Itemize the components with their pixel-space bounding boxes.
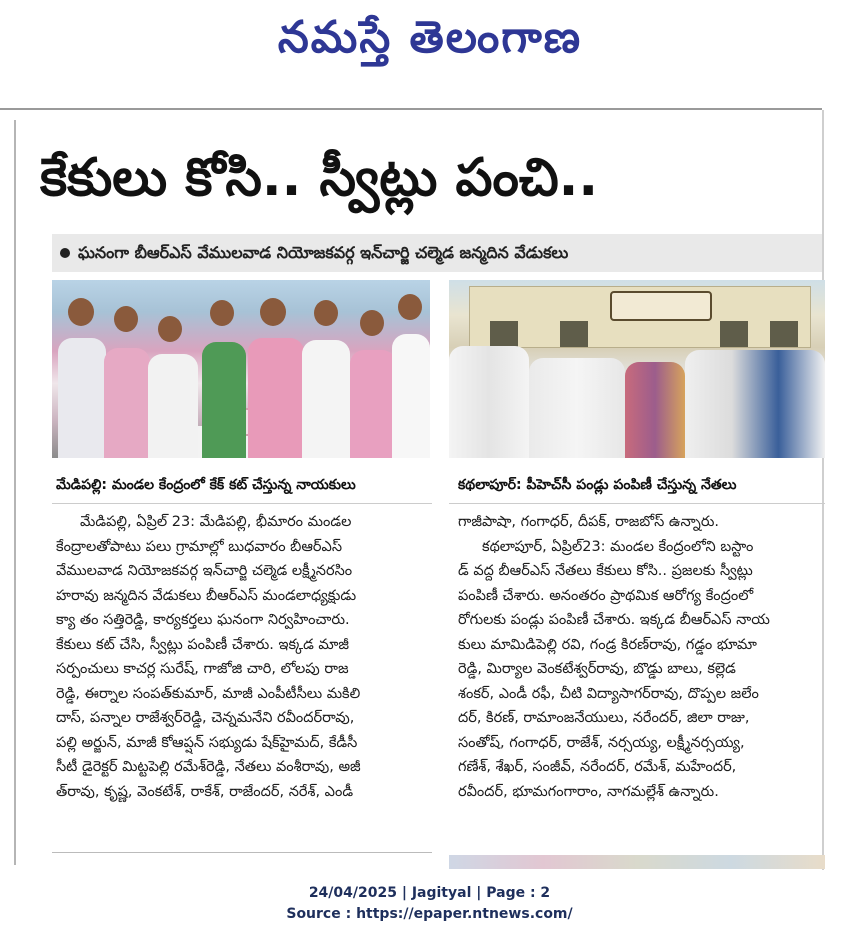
group-center-left: [529, 358, 625, 458]
article-headline: కేకులు కోసి.. స్వీట్లు పంచి..: [40, 148, 599, 208]
body-line: కులు మామిడిపెల్లి రవి, గండ్ర కిరణ్‌రావు, గడ్డం భూమా: [458, 636, 757, 653]
body-line: కేంద్రాలతోపాటు పలు గ్రామాల్లో బుధవారం బీఆర్ఎస్: [56, 538, 343, 555]
body-line: రెడ్డి, మిర్యాల వెంకటేశ్వర్‌రావు, బొడ్డు బాలు, కల్లెడ: [458, 661, 736, 677]
photo-fruit-distribution: [449, 280, 825, 458]
person-figure: [302, 340, 350, 458]
person-figure: [58, 338, 106, 458]
body-line: కేకులు కట్ చేసి, స్వీట్లు పంపిణీ చేశారు. ఇక్కడ మాజీ: [56, 636, 350, 653]
body-line: కథలాపూర్, ఏప్రిల్23: మండల కేంద్రంలోని బస్టాం: [482, 538, 754, 555]
body-line: వేములవాడ నియోజకవర్గ ఇన్‌చార్జి చల్మెడ లక్ష్మీనరసిం: [56, 563, 353, 579]
bullet-icon: [60, 248, 70, 258]
top-divider: [0, 108, 822, 110]
building-window: [770, 321, 798, 347]
footer-date-edition: 24/04/2025 | Jagityal | Page : 2: [308, 885, 551, 901]
person-head: [114, 306, 138, 332]
body-line: పల్లి అర్జున్, మాజీ కోఆప్షన్ సభ్యుడు షేక్‌హైమద్, కేడీసీ: [56, 734, 358, 751]
body-line: రెడ్డి, ఈర్నాల సంపత్‌కుమార్, మాజీ ఎంపీటీసీలు మకిలి: [56, 685, 361, 702]
building-window: [490, 321, 518, 347]
body-line: సీటీ డైరెక్టర్ మిట్టపెల్లి రమేశ్‌రెడ్డి, నేతలు వంశీరావు, అజీ: [56, 759, 361, 775]
person-figure: [148, 354, 198, 458]
person-figure: [350, 350, 396, 458]
photo-caption-right: కథలాపూర్: పీహెచ్‌సీ పండ్లు పంపిణీ చేస్తున్న నేతలు: [458, 477, 737, 493]
person-head: [360, 310, 384, 336]
person-figure: [202, 342, 246, 458]
person-head: [210, 300, 234, 326]
person-head: [398, 294, 422, 320]
article-body-left: [56, 510, 432, 804]
building-signboard: [610, 291, 712, 321]
group-center: [625, 362, 685, 458]
body-line: గణేశ్, శేఖర్, సంజీవ్, నరేందర్, రమేశ్, మహేందర్,: [458, 759, 737, 775]
person-head: [158, 316, 182, 342]
body-line: క్యా తం సత్తిరెడ్డి, కార్యకర్తలు ఘనంగా నిర్వహించారు.: [56, 612, 350, 628]
body-line: పంపిణీ చేశారు. అనంతరం ప్రాథమిక ఆరోగ్య కేంద్రంలో: [458, 587, 754, 604]
group-right: [685, 350, 825, 458]
footer-source: Source : https://epaper.ntnews.com/: [286, 906, 573, 922]
right-column-rule: [822, 110, 824, 870]
body-line: సంతోష్, గంగాధర్, రాజేశ్, నర్సయ్య, లక్ష్మీనర్సయ్య,: [458, 734, 745, 751]
person-head: [68, 298, 94, 326]
caption-divider: [449, 503, 825, 504]
person-figure: [392, 334, 430, 458]
photo-cake-cutting: [52, 280, 430, 458]
photo-caption-left: మేడిపల్లి: మండల కేంద్రంలో కేక్ కట్ చేస్తున్న నాయకులు: [56, 477, 356, 493]
person-head: [260, 298, 286, 326]
person-figure: [104, 348, 150, 458]
article-subheadline: ఘనంగా బీఆర్ఎస్ వేములవాడ నియోజకవర్గ ఇన్‌చార్జి చల్మెడ జన్మదిన వేడుకలు: [78, 243, 569, 262]
body-line: డ్ వద్ద బీఆర్ఎస్ నేతలు కేకులు కోసి.. ప్రజలకు స్వీట్లు: [458, 563, 753, 579]
bottom-divider: [52, 852, 432, 853]
building-window: [560, 321, 588, 347]
group-left: [449, 346, 529, 458]
body-line: రవీందర్, భూమగంగారాం, నాగమల్లేశ్ ఉన్నారు.: [458, 783, 719, 800]
caption-divider: [52, 503, 432, 504]
building-window: [720, 321, 748, 347]
phc-building: [469, 286, 811, 348]
body-line: గాజీపాషా, గంగాధర్, దీపక్, రాజబోస్ ఉన్నారు.: [458, 514, 720, 530]
subheadline-bar: [52, 234, 822, 272]
person-head: [314, 300, 338, 326]
body-line: త్‌రావు, కృష్ణ, వెంకటేశ్, రాకేశ్, రాజేందర్, నరేశ్, ఎండీ: [56, 783, 354, 800]
body-line: హరావు జన్మదిన వేడుకలు బీఆర్ఎస్ మండలాధ్యక్షుడు: [56, 587, 357, 604]
newspaper-logo: నమస్తే తెలంగాణ: [277, 12, 583, 63]
body-line: దర్, కిరణ్, రామాంజనేయులు, నరేందర్, జిలా రాజు,: [458, 710, 750, 726]
left-column-rule: [14, 120, 16, 865]
next-article-image-strip: [449, 855, 825, 869]
body-line: సర్పంచులు కాచర్ల సురేష్, గాజోజి చారి, లోలపు రాజ: [56, 661, 349, 677]
article-body-right: [458, 510, 820, 804]
body-line: శంకర్, ఎండీ రఫీ, చీటి విద్యాసాగర్‌రావు, దొప్పల జలేం: [458, 685, 759, 702]
person-figure: [248, 338, 304, 458]
masthead: [0, 0, 859, 76]
body-line: రోగులకు పండ్లు పంపిణీ చేశారు. ఇక్కడ బీఆర్ఎస్ నాయ: [458, 612, 770, 628]
body-line: మేడిపల్లి, ఏప్రిల్ 23: మేడిపల్లి, భీమారం మండల: [80, 514, 352, 530]
body-line: దాస్, పన్నాల రాజేశ్వర్‌రెడ్డి, చెన్నమనేని రవీందర్‌రావు,: [56, 710, 355, 726]
